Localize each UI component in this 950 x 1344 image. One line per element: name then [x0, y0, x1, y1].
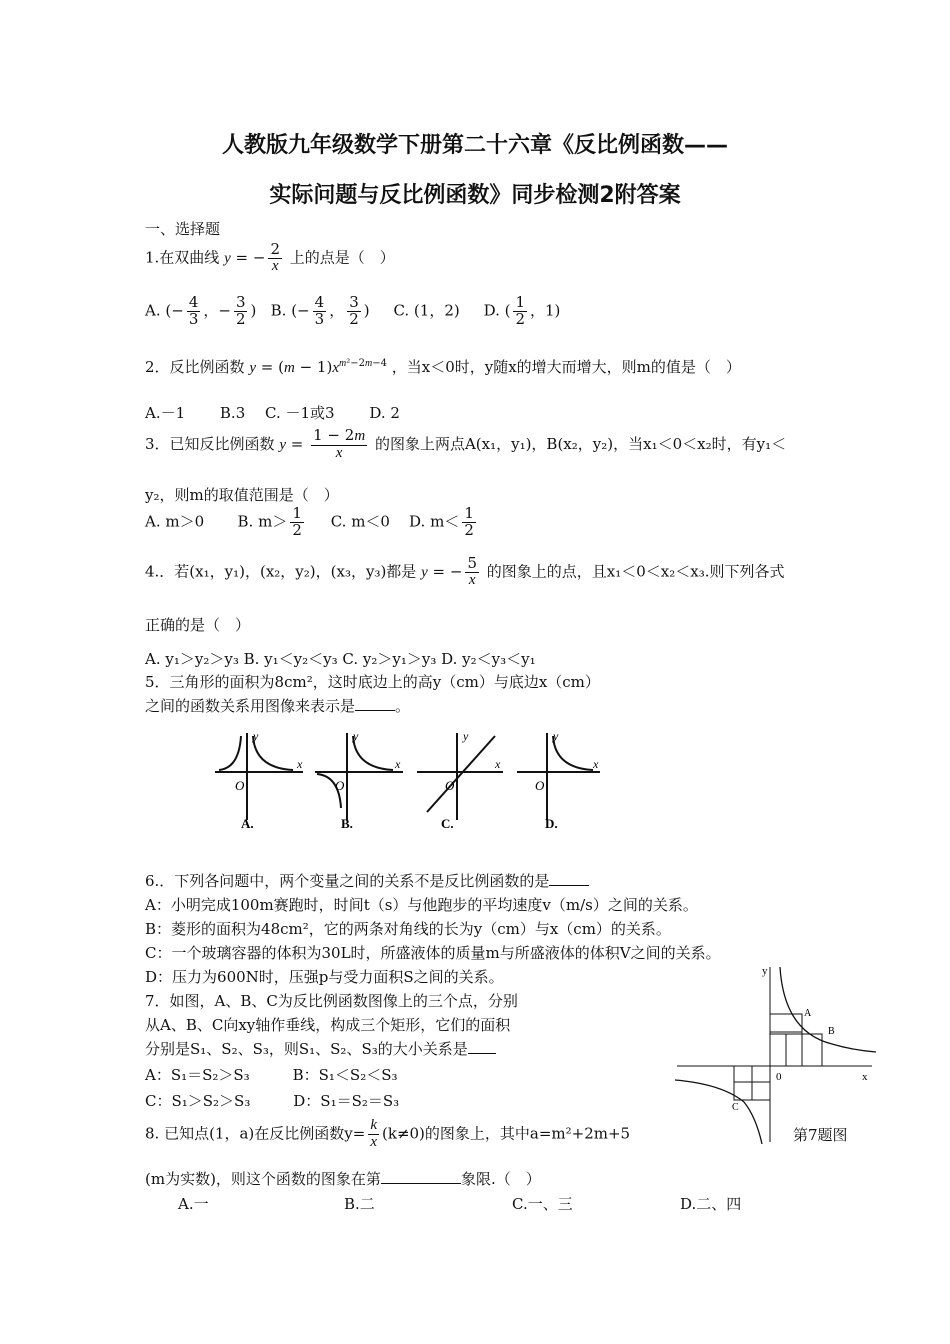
q7-line-2: 从A、B、C向xy轴作垂线，构成三个矩形，它们的面积	[145, 1016, 511, 1034]
svg-text:A.: A.	[241, 816, 254, 831]
question-3: 3．已知反比例函数 y = $\frac{1 - 2m}{x}$ 的图象上两点A(x₁，y₁)，B(x₂，y₂)，当x₁＜0＜x₂时，有y₁＜	[145, 426, 787, 461]
question-8: 8. 已知点(1，a)在反比例函数y= $\frac{k}{x}$ (k≠0)的图象上，其中a=m²+2m+5	[145, 1117, 631, 1150]
q5-graphs	[205, 728, 605, 838]
q7-line-1: 7．如图，A、B、C为反比例函数图像上的三个点，分别	[145, 992, 518, 1010]
svg-text:0: 0	[776, 1071, 782, 1083]
title-line-1: 人教版九年级数学下册第二十六章《反比例函数——	[221, 133, 728, 158]
q7-figure	[672, 962, 882, 1147]
q4-options: A. y₁＞y₂＞y₃ B. y₁＜y₂＜y₃ C. y₂＞y₁＞y₃ D. y₂＜y₃＜y₁	[145, 650, 536, 668]
q6-option-a: A：小明完成100m赛跑时，时间t（s）与他跑步的平均速度v（m/s）之间的关系。	[145, 896, 698, 914]
graph-d	[517, 729, 600, 831]
svg-text:x: x	[297, 757, 303, 771]
svg-text:x: x	[862, 1071, 868, 1083]
svg-text:x: x	[593, 757, 599, 771]
svg-text:y: y	[762, 965, 768, 977]
question-2: 2．反比例函数 $y = (m - 1)x^{m^2-2m-4}$ ，当x＜0时，y随x的增大而增大，则m的值是（ ）	[145, 358, 741, 376]
svg-text:y: y	[463, 729, 469, 743]
svg-text:O: O	[445, 778, 455, 793]
svg-text:C.: C.	[441, 816, 454, 831]
question-1: 1.在双曲线 y = − $\frac{2}{x}$ 上的点是（ ）	[145, 240, 395, 274]
graph-b	[315, 729, 403, 831]
title-line-2: 实际问题与反比例函数》同步检测2附答案	[269, 183, 681, 208]
svg-text:y: y	[553, 729, 559, 743]
svg-text:x: x	[395, 757, 401, 771]
q5-line-1: 5．三角形的面积为8cm²，这时底边上的高y（cm）与底边x（cm）	[145, 673, 600, 691]
svg-text:O: O	[235, 778, 245, 793]
svg-text:y: y	[353, 729, 359, 743]
svg-text:D.: D.	[545, 816, 558, 831]
q7-options-ab: A：S₁＝S₂＞S₃ B：S₁＜S₂＜S₃	[145, 1066, 398, 1084]
q6-line-1: 6.．下列各问题中，两个变量之间的关系不是反比例函数的是	[145, 870, 589, 891]
svg-text:A: A	[804, 1008, 812, 1019]
q4-line-2: 正确的是（ ）	[145, 616, 251, 634]
svg-text:B: B	[828, 1026, 835, 1037]
q6-option-d: D：压力为600N时，压强p与受力面积S之间的关系。	[145, 968, 504, 986]
q5-line-2: 之间的函数关系用图像来表示是 。	[145, 697, 411, 715]
svg-text:x: x	[495, 757, 501, 771]
q3-line-2: y₂，则m的取值范围是（ ）	[145, 486, 339, 504]
svg-text:C: C	[732, 1102, 739, 1113]
section-heading: 一、选择题	[145, 220, 221, 238]
q1-suffix: 上的点是（ ）	[289, 248, 395, 267]
q8-line-2: (m为实数)，则这个函数的图象在第 象限.（ ）	[145, 1170, 541, 1188]
q3-options: A. m＞0 B. m＞ $\frac{1}{2}$ C. m＜0 D. m＜ $\frac{1}{2}$	[145, 504, 474, 539]
q1-prefix: 1.在双曲线	[145, 248, 220, 267]
q1-options: A. (− $\frac{4}{3}$ ，− $\frac{3}{2}$ ) B. (− $\frac{4}{3}$ ， $\frac{3}{2}$ ) C. (1，2) D. ( $\frac{1}{2}$ ，1)	[145, 293, 561, 328]
svg-text:y: y	[253, 729, 259, 743]
svg-text:O: O	[535, 778, 545, 793]
question-4: 4.．若(x₁，y₁)，(x₂，y₂)，(x₃，y₃)都是 y = − $\frac{5}{x}$ 的图象上的点，且x₁＜0＜x₂＜x₃.则下列各式	[145, 554, 785, 588]
q8-options: A.一 B.二 C.一、三 D.二、四	[178, 1195, 742, 1213]
q7-line-3: 分别是S₁、S₂、S₃，则S₁、S₂、S₃的大小关系是	[145, 1038, 496, 1059]
graph-c	[417, 729, 503, 831]
svg-text:O: O	[335, 778, 345, 793]
q6-option-b: B：菱形的面积为48cm²，它的两条对角线的长为y（cm）与x（cm）的关系。	[145, 920, 671, 938]
q7-options-cd: C：S₁＞S₂＞S₃ D：S₁＝S₂＝S₃	[145, 1092, 400, 1110]
q2-options: A.－1 B.3 C. －1或3 D. 2	[145, 404, 400, 422]
q7-figure-caption: 第7题图	[793, 1126, 848, 1144]
graph-a	[215, 729, 303, 831]
svg-text:B.: B.	[341, 816, 353, 831]
q6-option-c: C：一个玻璃容器的体积为30L时，所盛液体的质量m与所盛液体的体积V之间的关系。	[145, 944, 721, 962]
